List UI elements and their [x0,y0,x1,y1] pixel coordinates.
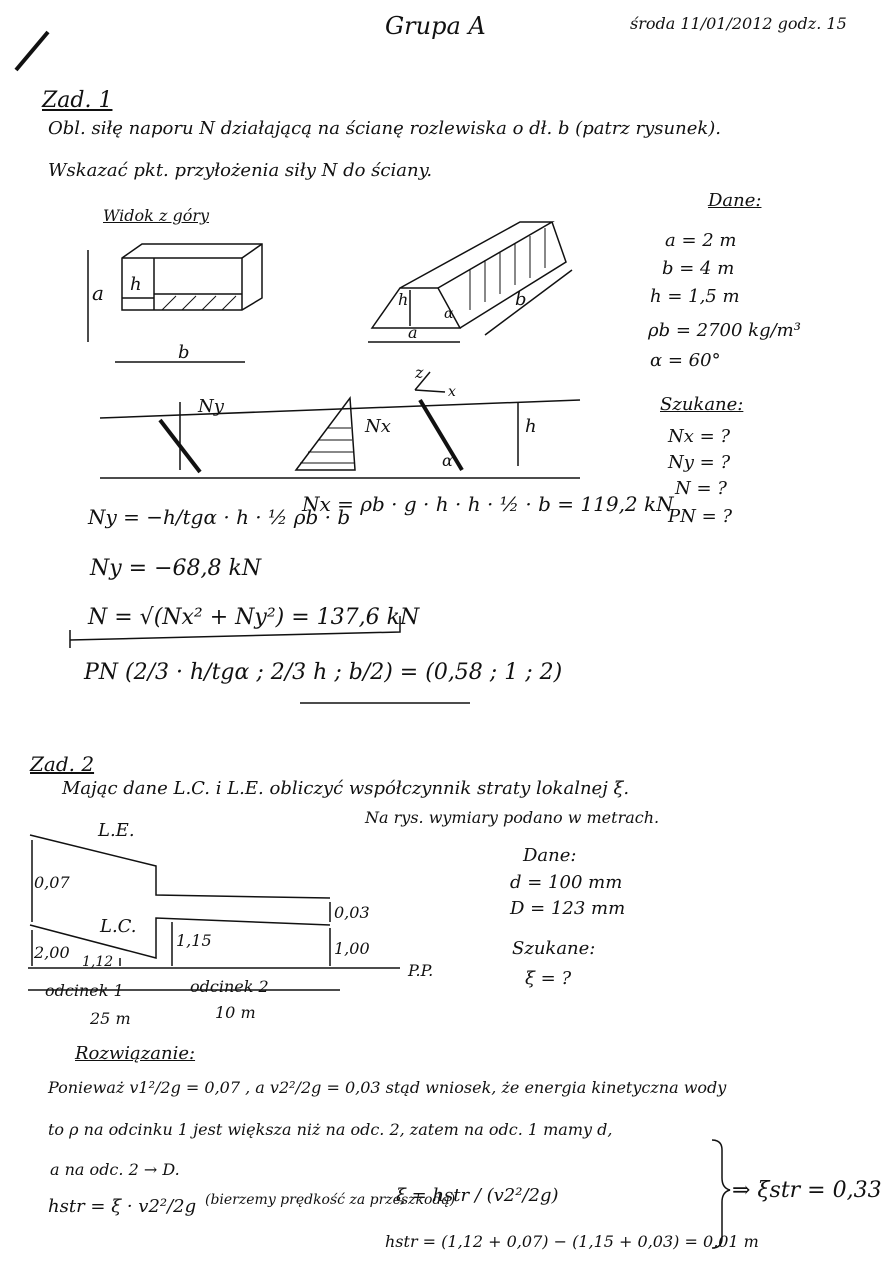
label-lc: L.C. [100,916,137,937]
label-b-top: b [178,342,190,363]
sought-ny: Ny = ? [668,452,731,473]
task1-text-line2: Wskazać pkt. przyłożenia siły N do ściany. [48,160,433,181]
hstr-formula: hstr = ξ · v2²/2g [48,1196,197,1217]
task1-heading: Zad. 1 [42,88,113,113]
label-h-iso: h [398,290,409,309]
label-b-iso: b [515,289,527,310]
label-len2: 10 m [215,1003,256,1022]
label-ny: Ny [198,396,224,417]
label-200: 2,00 [34,943,70,962]
task2-text-line1: Mając dane L.C. i L.E. obliczyć współczynnik straty lokalnej ξ. [62,778,630,799]
hstr-note: (bierzemy prędkość za przeszkodą) [205,1192,456,1208]
label-pp: P.P. [408,961,434,980]
label-seg2: odcinek 2 [190,977,269,996]
view-label: Widok z góry [103,206,210,225]
given-alpha: α = 60° [650,350,721,371]
pn-result: PN (2/3 · h/tgα ; 2/3 h ; b/2) = (0,58 ; 1 ; 2) [84,660,563,685]
given-b: b = 4 m [662,258,735,279]
label-100: 1,00 [334,939,370,958]
result-xi: ⇒ ξstr = 0,33 [732,1178,882,1203]
task1-text-line1: Obl. siłę naporu N działającą na ścianę rozlewiska o dł. b (patrz rysunek). [48,118,722,139]
sought-nx: Nx = ? [668,426,731,447]
label-112: 1,12 [82,954,114,970]
task1-given-title: Dane: [708,190,762,211]
task2-heading: Zad. 2 [30,752,95,776]
task2-text-line2: Na rys. wymiary podano w metrach. [365,808,660,827]
eq-ny: Ny = −h/tgα · h · ½ ρb · b [88,505,351,529]
label-115: 1,15 [176,931,212,950]
label-h-top: h [130,274,142,295]
sought-n: N = ? [675,478,727,499]
given-a: a = 2 m [665,230,737,251]
task2-sought-title: Szukane: [512,938,596,959]
solution-line1: Ponieważ v1²/2g = 0,07 , a v2²/2g = 0,03 stąd wniosek, że energia kinetyczna wody [48,1078,727,1097]
xi-formula: ξ = hstr / (v2²/2g) [396,1185,559,1206]
task2-given-d: d = 100 mm [510,872,623,893]
sought-pn: PN = ? [668,506,733,527]
task1-sought-title: Szukane: [660,394,744,415]
given-rho: ρb = 2700 kg/m³ [648,320,801,341]
label-len1: 25 m [90,1009,131,1028]
label-a: a [92,281,104,305]
label-003: 0,03 [334,903,370,922]
hstr-calc: hstr = (1,12 + 0,07) − (1,15 + 0,03) = 0,01 m [385,1232,759,1251]
given-h: h = 1,5 m [650,286,740,307]
task2-given-D: D = 123 mm [510,898,626,919]
label-alpha-iso: α [444,306,454,322]
label-z: z [415,363,424,382]
label-007: 0,07 [34,873,70,892]
task2-sought-xi: ξ = ? [525,968,572,989]
label-le: L.E. [98,820,135,841]
label-a-iso: a [408,323,418,342]
label-x: x [448,384,456,400]
label-alpha-section: α [442,451,453,470]
solution-line3: a na odc. 2 → D. [50,1160,180,1179]
label-nx: Nx [365,416,391,437]
solution-title: Rozwiązanie: [75,1043,196,1064]
date-label: środa 11/01/2012 godz. 15 [630,14,847,33]
eq-nx: Nx = ρb · g · h · h · ½ · b = 119,2 kN [302,492,674,516]
n-result: N = √(Nx² + Ny²) = 137,6 kN [88,605,420,630]
page-title: Grupa A [385,12,486,40]
label-h-section: h [525,416,537,437]
task2-given-title: Dane: [523,845,577,866]
ny-result: Ny = −68,8 kN [90,556,262,581]
label-seg1: odcinek 1 [45,981,124,1000]
solution-line2: to ρ na odcinku 1 jest większa niż na odc. 2, zatem na odc. 1 mamy d, [48,1120,613,1139]
